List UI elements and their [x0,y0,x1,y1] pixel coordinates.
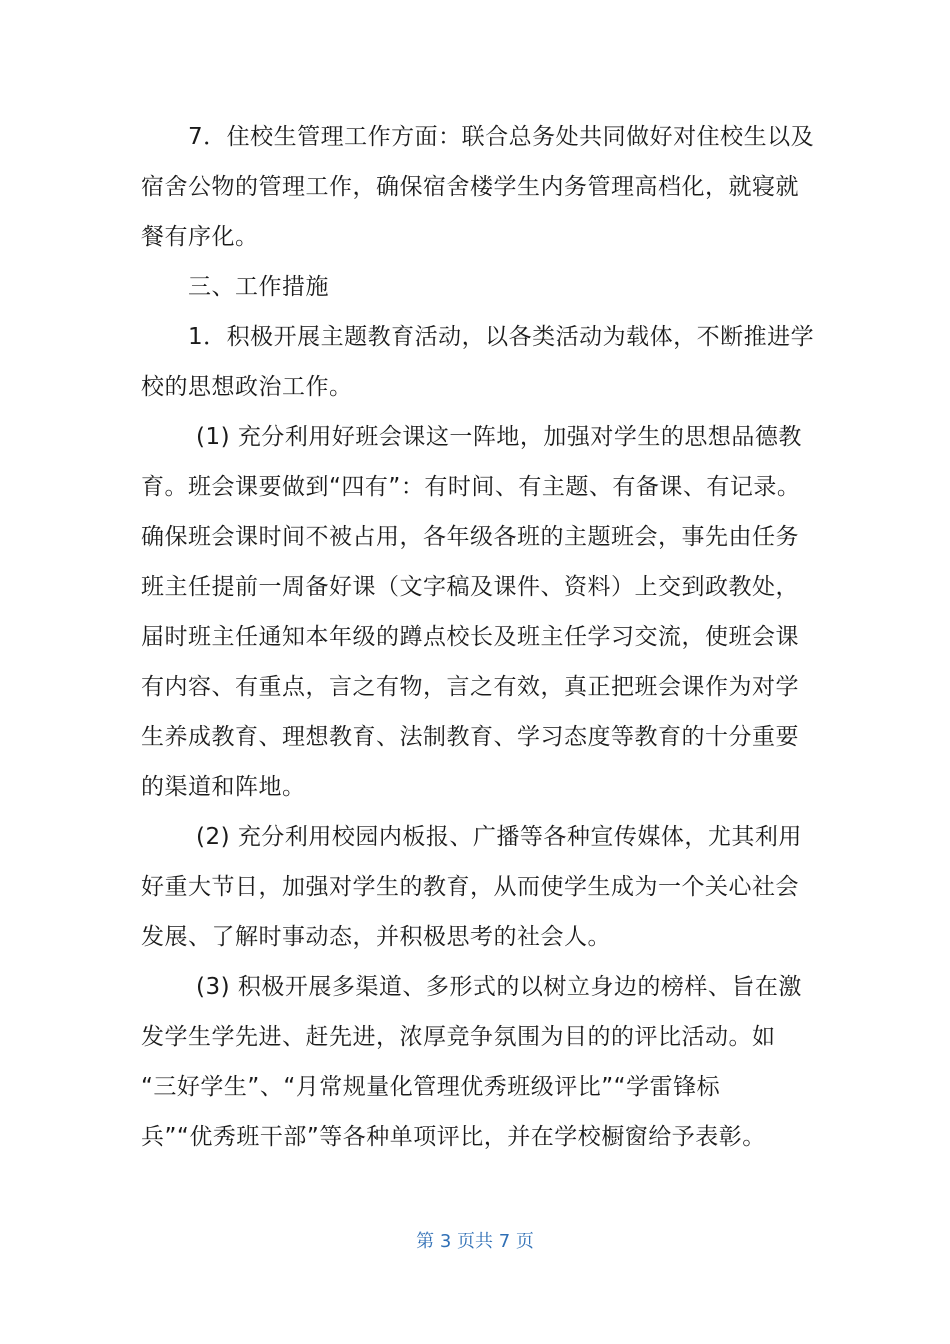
paragraph-line: 班主任提前一周备好课（文字稿及课件、资料）上交到政教处， [141,574,799,600]
paragraph-line: 育。班会课要做到“四有”：有时间、有主题、有备课、有记录。 [141,474,801,500]
paragraph-line: 餐有序化。 [141,224,259,250]
paragraph-line: 的渠道和阵地。 [141,774,306,800]
section-heading: 三、工作措施 [188,274,329,300]
page-number-footer: 第 3 页共 7 页 [416,1231,534,1252]
paragraph-line: 生养成教育、理想教育、法制教育、学习态度等教育的十分重要 [141,724,799,750]
paragraph-line: 发展、了解时事动态，并积极思考的社会人。 [141,924,611,950]
paragraph-line: (2) 充分利用校园内板报、广播等各种宣传媒体，尤其利用 [196,824,802,850]
paragraph-line: 发学生学先进、赶先进，浓厚竞争氛围为目的的评比活动。如 [141,1024,776,1050]
paragraph-line: 确保班会课时间不被占用，各年级各班的主题班会，事先由任务 [141,524,799,550]
paragraph-line: 7．住校生管理工作方面：联合总务处共同做好对住校生以及 [188,124,815,150]
paragraph-line: 宿舍公物的管理工作，确保宿舍楼学生内务管理高档化，就寝就 [141,174,799,200]
paragraph-line: 兵”“优秀班干部”等各种单项评比，并在学校橱窗给予表彰。 [141,1124,766,1150]
paragraph-line: 届时班主任通知本年级的蹲点校长及班主任学习交流，使班会课 [141,624,799,650]
paragraph-line: (3) 积极开展多渠道、多形式的以树立身边的榜样、旨在激 [196,974,802,1000]
paragraph-line: “三好学生”、“月常规量化管理优秀班级评比”“学雷锋标 [141,1074,721,1100]
paragraph-line: 1．积极开展主题教育活动，以各类活动为载体，不断推进学 [188,324,815,350]
paragraph-line: 好重大节日，加强对学生的教育，从而使学生成为一个关心社会 [141,874,799,900]
paragraph-line: (1) 充分利用好班会课这一阵地，加强对学生的思想品德教 [196,424,802,450]
paragraph-line: 有内容、有重点，言之有物，言之有效，真正把班会课作为对学 [141,674,799,700]
paragraph-line: 校的思想政治工作。 [141,374,353,400]
